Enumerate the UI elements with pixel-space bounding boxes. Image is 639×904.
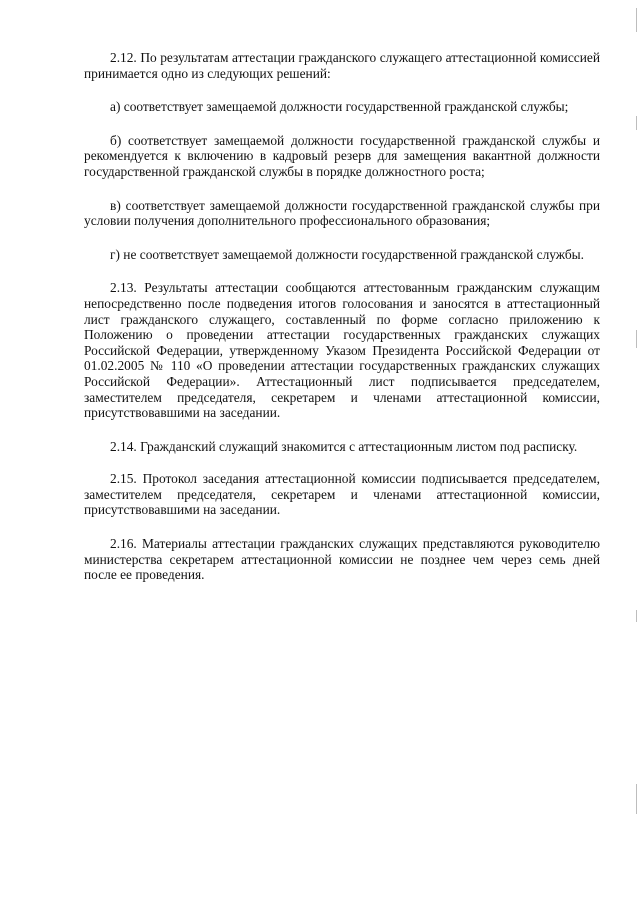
paragraph-2-12: 2.12. По результатам аттестации гражданского служащего аттестационной комиссией принимается одно из следующих решений: (84, 50, 600, 81)
paragraph-2-15: 2.15. Протокол заседания аттестационной комиссии подписывается председателем, заместителем председателя, секретарем и членами аттестационной комиссии, присутствовавшими на заседании. (84, 471, 600, 518)
document-page (84, 50, 600, 601)
paragraph-2-13: 2.13. Результаты аттестации сообщаются аттестованным гражданским служащим непосредственно после подведения итогов голосования и заносятся в аттестационный лист гражданского служащего, составленный по форме согласно приложению к Положению о проведении аттестации государственных гражданских служащих Российской Федерации, утвержденному Указом Президента Российской Федерации от 01.02.2005 № 110 «О проведении аттестации государственных гражданских служащих Российской Федерации». Аттестационный лист подписывается председателем, заместителем председателя, секретарем и членами аттестационной комиссии, присутствовавшими на заседании. (84, 280, 600, 421)
scan-edge-marks (634, 0, 637, 904)
paragraph-2-12-a: а) соответствует замещаемой должности государственной гражданской службы; (110, 99, 569, 115)
paragraph-2-12-b: б) соответствует замещаемой должности государственной гражданской службы и рекомендуется к включению в кадровый резерв для замещения вакантной должности государственной гражданской службы в порядке должностного роста; (84, 132, 600, 179)
paragraph-2-14: 2.14. Гражданский служащий знакомится с аттестационным листом под расписку. (110, 438, 578, 454)
paragraph-2-12-v: в) соответствует замещаемой должности государственной гражданской службы при условии получения дополнительного профессионального образования; (84, 197, 600, 229)
paragraph-2-12-g: г) не соответствует замещаемой должности государственной гражданской службы. (110, 246, 585, 262)
paragraph-2-16: 2.16. Материалы аттестации гражданских служащих представляются руководителю министерства секретарем аттестационной комиссии не позднее чем через семь дней после ее проведения. (84, 536, 600, 583)
